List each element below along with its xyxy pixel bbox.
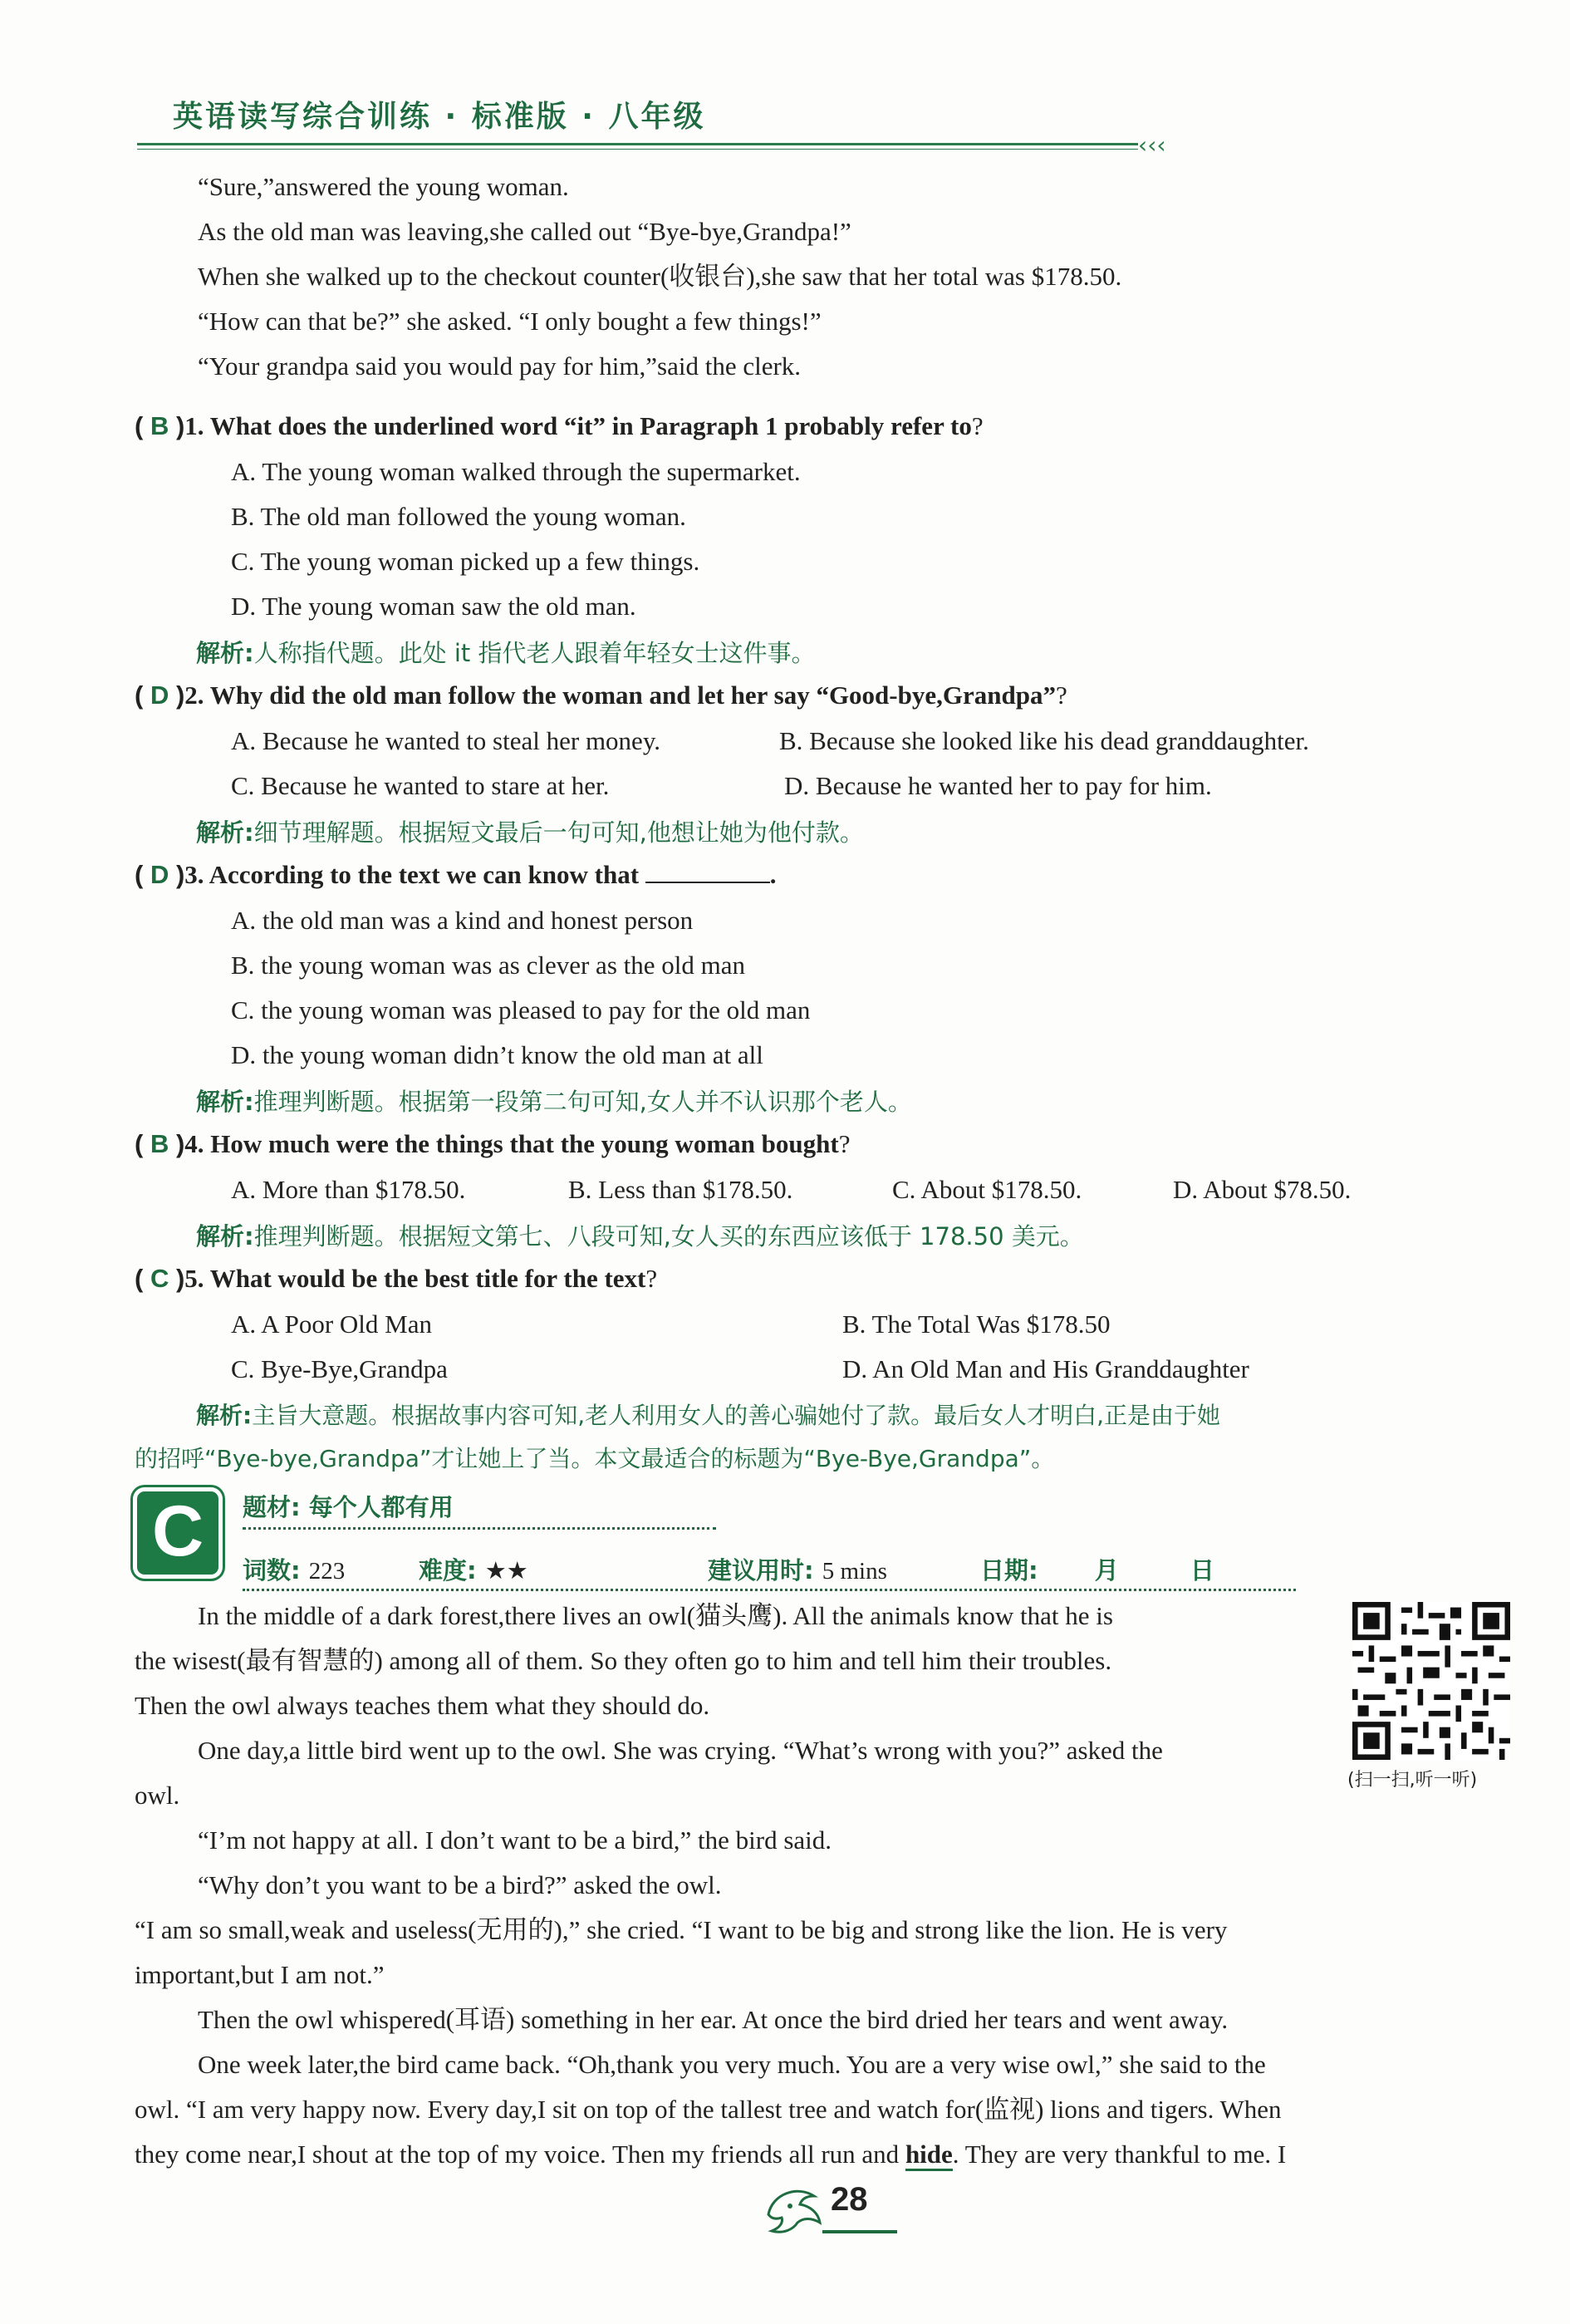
option-d: D. Because he wanted her to pay for him.	[784, 771, 1212, 800]
passage-line: When she walked up to the checkout counter(收银台),she saw that her total was $178.50.	[198, 262, 1122, 291]
option-c: C. The young woman picked up a few things.	[231, 547, 700, 576]
answer-letter: D	[150, 680, 169, 710]
passage-line: Then the owl always teaches them what they should do.	[135, 1691, 710, 1720]
option-b: B. The old man followed the young woman.	[231, 502, 686, 531]
question-5-stem: ( C )5. What would be the best title for the text?	[135, 1264, 658, 1293]
explanation: 解析:人称指代题。此处 it 指代老人跟着年轻女士这件事。	[196, 639, 816, 667]
theme-dotted-rule	[243, 1527, 716, 1530]
header-rule	[137, 143, 1138, 145]
passage-line: One week later,the bird came back. “Oh,thank you very much. You are a very wise owl,” she said to the	[198, 2050, 1266, 2079]
underlined-word-hide: hide	[905, 2140, 953, 2171]
answer-letter: B	[150, 411, 169, 440]
passage-line: “How can that be?” she asked. “I only bought a few things!”	[198, 307, 822, 336]
option-d: D. The young woman saw the old man.	[231, 592, 636, 621]
passage-line: owl.	[135, 1781, 180, 1810]
answer-letter: C	[150, 1264, 169, 1293]
option-b: B. Because she looked like his dead granddaughter.	[779, 726, 1309, 755]
answer-blank	[645, 858, 770, 883]
explanation: 解析:主旨大意题。根据故事内容可知,老人利用女人的善心骗她付了款。最后女人才明白,正是由于她	[196, 1402, 1221, 1429]
running-header-title: 英语读写综合训练 · 标准版 · 八年级	[173, 100, 706, 134]
difficulty: 难度: ★★	[419, 1556, 528, 1585]
answer-letter: B	[150, 1129, 169, 1158]
answer-letter: D	[150, 860, 169, 889]
option-d: D. An Old Man and His Granddaughter	[842, 1354, 1249, 1383]
dolphin-logo-icon	[760, 2181, 827, 2239]
section-theme: 题材: 每个人都有用	[243, 1493, 454, 1521]
option-d: D. About $78.50.	[1173, 1175, 1352, 1204]
passage-line: One day,a little bird went up to the owl. She was crying. “What’s wrong with you?” asked the	[198, 1736, 1163, 1765]
page-number: 28	[831, 2181, 868, 2218]
passage-line: owl. “I am very happy now. Every day,I sit on top of the tallest tree and watch for(监视) lions and tigers. When	[135, 2095, 1282, 2124]
question-4-stem: ( B )4. How much were the things that the young woman bought?	[135, 1129, 851, 1158]
passage-line: “Why don’t you want to be a bird?” asked the owl.	[198, 1870, 722, 1899]
option-c: C. About $178.50.	[892, 1175, 1082, 1204]
passage-line: In the middle of a dark forest,there lives an owl(猫头鹰). All the animals know that he is	[198, 1601, 1113, 1630]
option-b: B. The Total Was $178.50	[842, 1309, 1111, 1339]
passage-line: “I am so small,weak and useless(无用的),” she cried. “I want to be big and strong like the lion. He is very	[135, 1915, 1228, 1944]
option-c: C. Because he wanted to stare at her.	[231, 771, 610, 800]
explanation-continued: 的招呼“Bye-bye,Grandpa”才让她上了当。本文最适合的标题为“Bye-Bye,Grandpa”。	[135, 1445, 1055, 1472]
explanation: 解析:推理判断题。根据短文第七、八段可知,女人买的东西应该低于 178.50 美元。	[196, 1222, 1084, 1250]
date-field: 日期: 月 日	[980, 1556, 1214, 1585]
option-b: B. Less than $178.50.	[568, 1175, 793, 1204]
explanation: 解析:推理判断题。根据第一段第二句可知,女人并不认识那个老人。	[196, 1088, 912, 1116]
info-dotted-rule	[243, 1589, 1296, 1591]
question-1-stem: ( B )1. What does the underlined word “it” in Paragraph 1 probably refer to?	[135, 411, 984, 440]
passage-line: the wisest(最有智慧的) among all of them. So they often go to him and tell him their troubles.	[135, 1646, 1112, 1675]
section-c-badge: C	[133, 1487, 223, 1579]
passage-line: “Your grandpa said you would pay for him,”said the clerk.	[198, 351, 802, 381]
passage-line: important,but I am not.”	[135, 1960, 385, 1989]
passage-line: they come near,I shout at the top of my voice. Then my friends all run and hide. They are very thankful to me. I	[135, 2138, 1286, 2171]
option-a: A. The young woman walked through the supermarket.	[231, 457, 801, 486]
option-c: C. Bye-Bye,Grandpa	[231, 1354, 448, 1383]
passage-line: As the old man was leaving,she called out “Bye-bye,Grandpa!”	[198, 217, 851, 246]
page-number-underline	[822, 2230, 897, 2233]
option-a: A. Because he wanted to steal her money.	[231, 726, 661, 755]
explanation: 解析:细节理解题。根据短文最后一句可知,他想让她为他付款。	[196, 818, 864, 847]
question-3-stem: ( D )3. According to the text we can know that .	[135, 860, 777, 889]
suggested-time: 建议用时: 5 mins	[708, 1556, 887, 1585]
passage-line: “I’m not happy at all. I don’t want to be a bird,” the bird said.	[198, 1825, 832, 1855]
word-count: 词数: 223	[243, 1556, 346, 1585]
passage-line: “Sure,”answered the young woman.	[198, 172, 569, 201]
question-2-stem: ( D )2. Why did the old man follow the woman and let her say “Good-bye,Grandpa”?	[135, 680, 1067, 710]
passage-line: Then the owl whispered(耳语) something in her ear. At once the bird dried her tears and went away.	[198, 2005, 1229, 2034]
qr-code-icon[interactable]	[1352, 1602, 1510, 1760]
option-d: D. the young woman didn’t know the old man at all	[231, 1040, 763, 1069]
qr-caption: (扫一扫,听一听)	[1347, 1770, 1478, 1791]
option-b: B. the young woman was as clever as the old man	[231, 951, 745, 980]
header-chevrons-icon: ‹‹‹	[1138, 131, 1166, 159]
difficulty-stars-icon: ★★	[484, 1558, 528, 1585]
option-c: C. the young woman was pleased to pay for the old man	[231, 995, 811, 1024]
header-rule-thin	[137, 149, 1138, 150]
option-a: A. the old man was a kind and honest person	[231, 906, 694, 935]
option-a: A. A Poor Old Man	[231, 1309, 432, 1339]
option-a: A. More than $178.50.	[231, 1175, 466, 1204]
